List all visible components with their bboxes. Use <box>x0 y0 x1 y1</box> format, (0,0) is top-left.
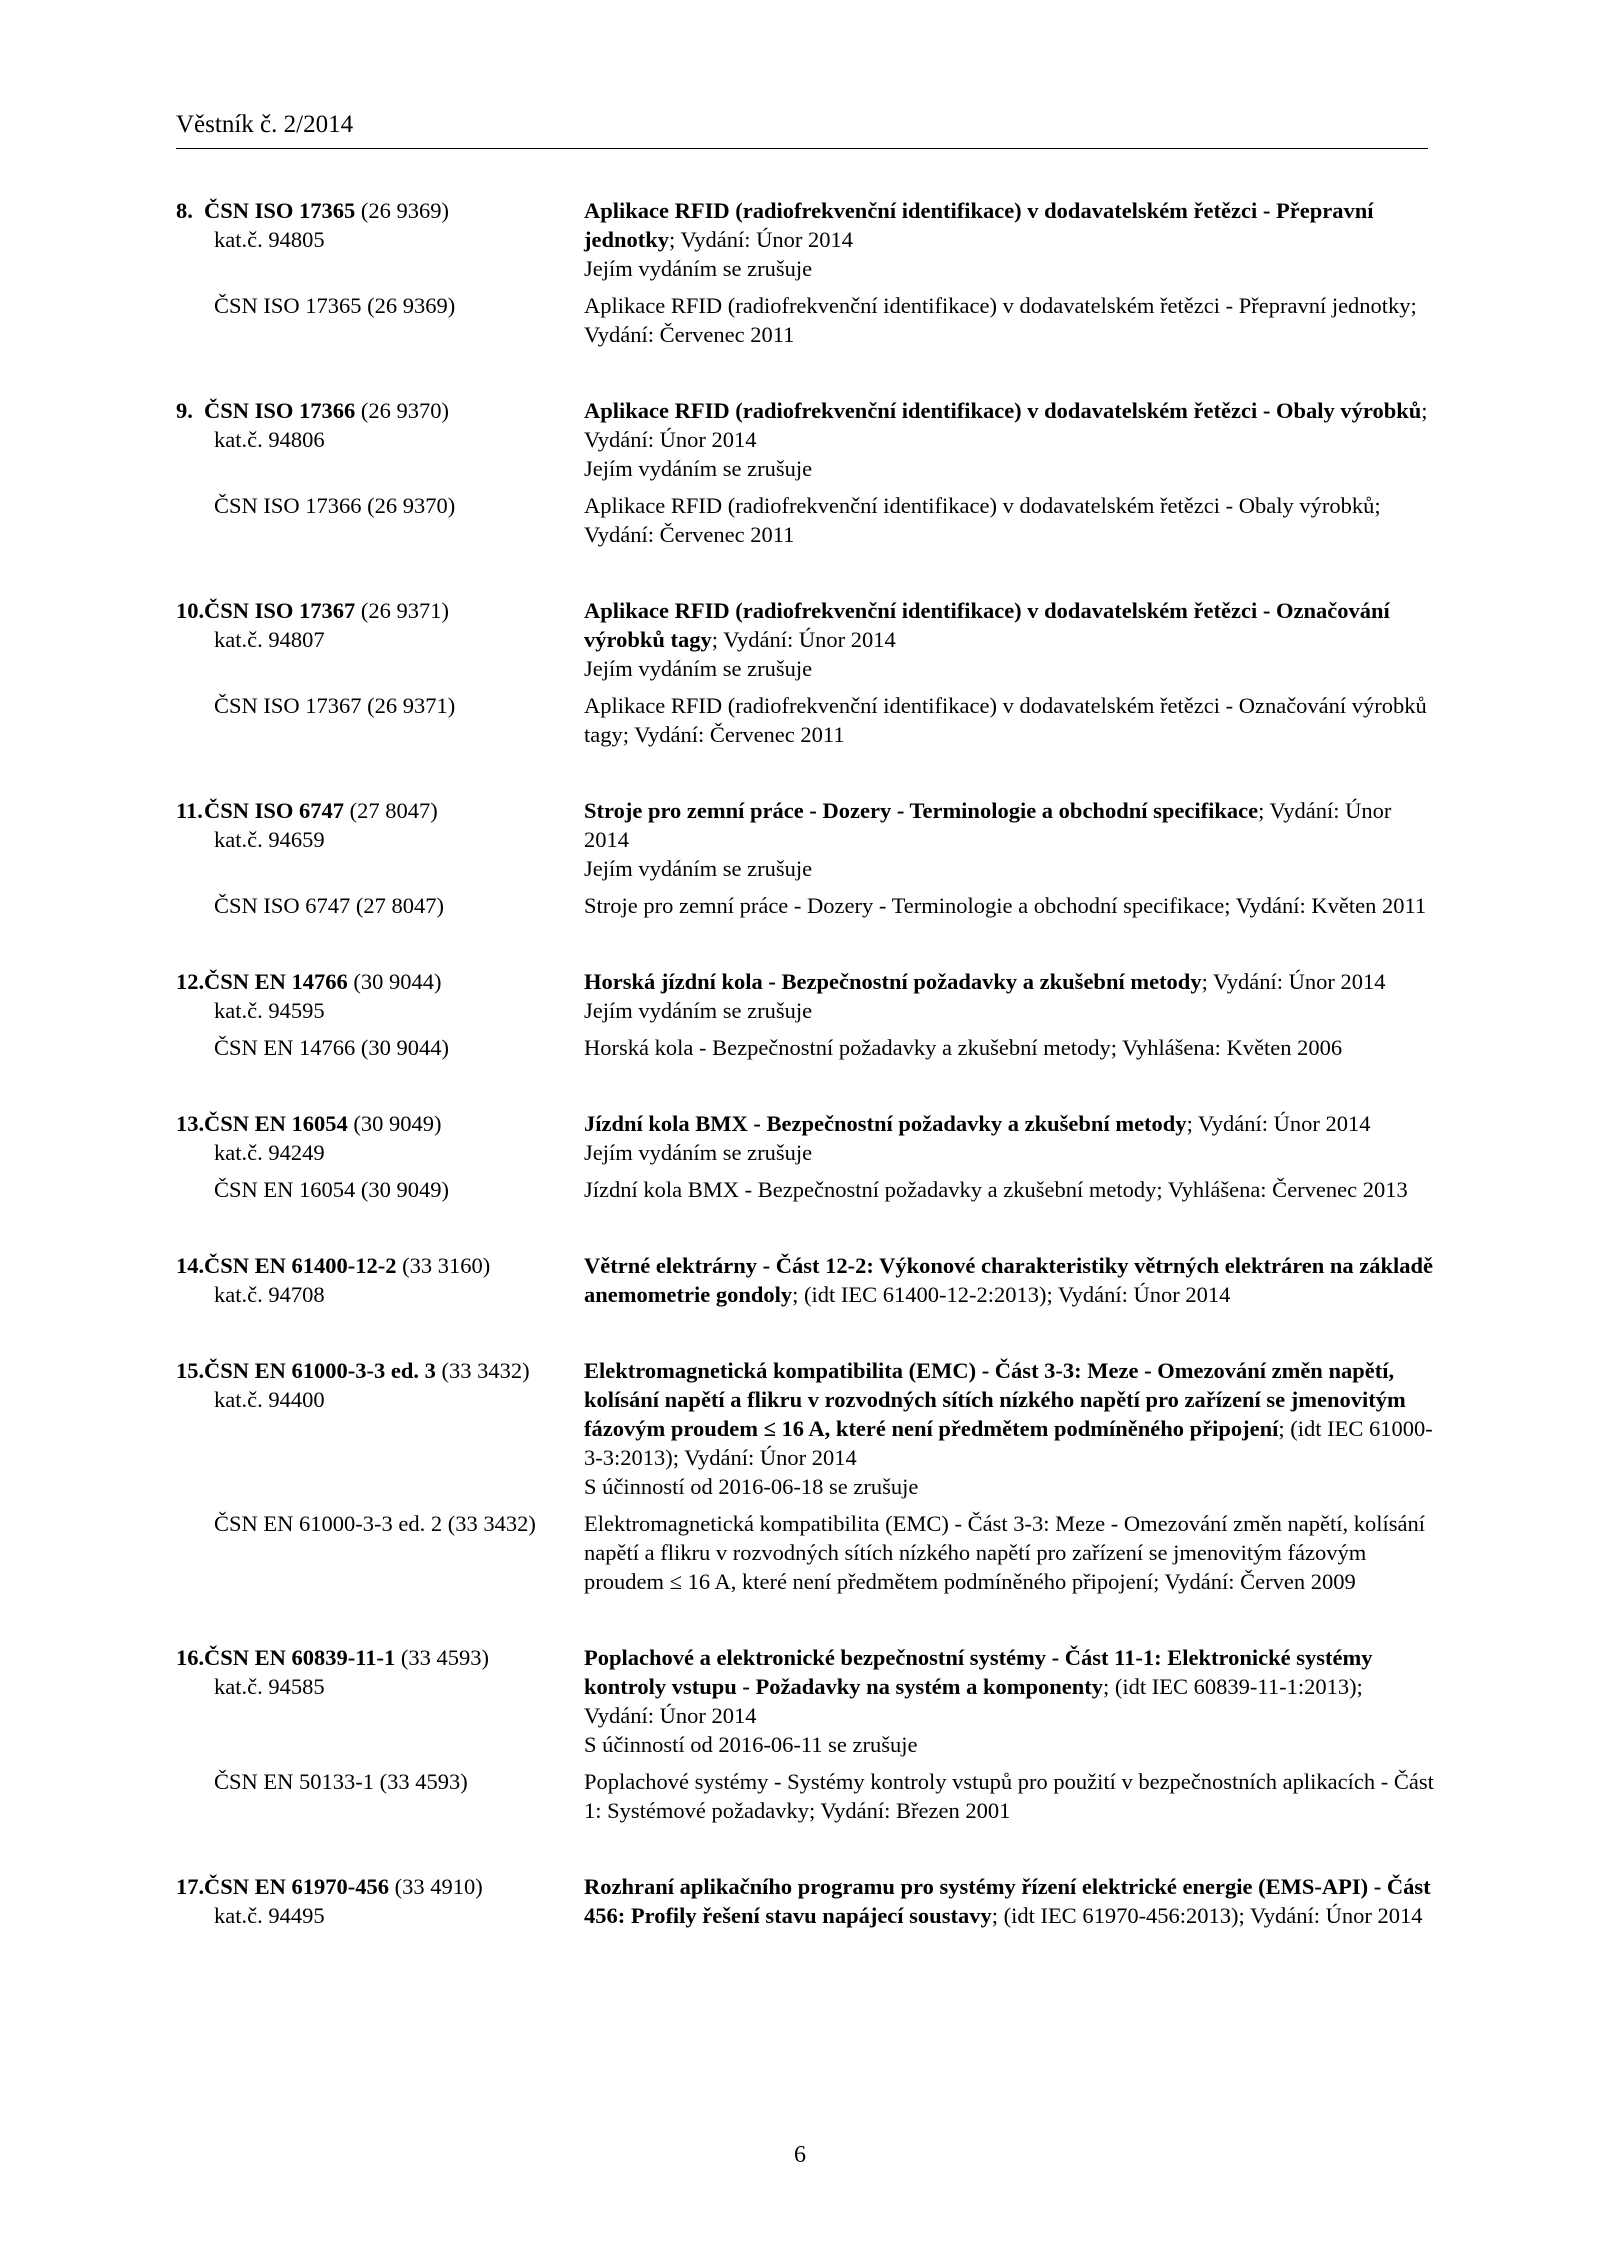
replaced-standard-title: Elektromagnetická kompatibilita (EMC) - Část 3-3: Meze - Omezování změn napětí, kolísání napětí a flikru v rozvodných sítích nízkého napětí pro zařízení se jmenovitým fázovým proudem ≤ 16 A, které není předmětem podmíněného připojení; Vydání: Červen 2009 <box>584 1511 1426 1594</box>
replaced-standard-title: Jízdní kola BMX - Bezpečnostní požadavky a zkušební metody; Vyhlášena: Červenec 2013 <box>584 1177 1408 1202</box>
standard-code: ČSN EN 60839-11-1 <box>204 1645 396 1670</box>
standard-class: (30 9044) <box>347 969 442 994</box>
entry-number: 16. <box>176 1645 205 1670</box>
catalog-number: kat.č. 94595 <box>214 998 325 1023</box>
page-header <box>176 110 1428 149</box>
catalog-number: kat.č. 94805 <box>214 227 325 252</box>
standards-list <box>176 196 1434 1977</box>
standard-entry <box>176 1872 1434 1930</box>
standard-title: Elektromagnetická kompatibilita (EMC) - Část 3-3: Meze - Omezování změn napětí, kolísání napětí a flikru v rozvodných sítích nízkého napětí pro zařízení se jmenovitým fázovým proudem ≤ 16 A, které není předmětem podmíněného připojení <box>584 1358 1406 1441</box>
journal-title: Věstník č. 2/2014 <box>176 111 354 138</box>
replaced-standard-title: Poplachové systémy - Systémy kontroly vstupů pro použití v bezpečnostních aplikacích - Část 1: Systémové požadavky; Vydání: Březen 2001 <box>584 1769 1434 1823</box>
replaced-standard-title: Stroje pro zemní práce - Dozery - Terminologie a obchodní specifikace; Vydání: Květen 2011 <box>584 893 1427 918</box>
standard-issue: ; (idt IEC 61400-12-2:2013); Vydání: Únor 2014 <box>792 1282 1231 1307</box>
standard-issue: ; Vydání: Únor 2014 <box>1201 969 1386 994</box>
standard-entry <box>176 967 1434 1062</box>
replacement-note: Jejím vydáním se zrušuje <box>584 256 813 281</box>
standard-title: Aplikace RFID (radiofrekvenční identifikace) v dodavatelském řetězci - Přepravní jednotky <box>584 198 1374 252</box>
replacement-note: Jejím vydáním se zrušuje <box>584 998 813 1023</box>
entry-number: 17. <box>176 1874 205 1899</box>
entry-number: 10. <box>176 598 205 623</box>
standard-code: ČSN EN 14766 <box>204 969 348 994</box>
standard-code: ČSN ISO 6747 <box>204 798 345 823</box>
replaced-standard-code: ČSN EN 50133-1 (33 4593) <box>214 1769 468 1794</box>
standard-entry <box>176 196 1434 349</box>
standard-title: Aplikace RFID (radiofrekvenční identifikace) v dodavatelském řetězci - Obaly výrobků <box>584 398 1422 423</box>
catalog-number: kat.č. 94495 <box>214 1903 325 1928</box>
standard-entry <box>176 596 1434 749</box>
replacement-note: S účinností od 2016-06-11 se zrušuje <box>584 1732 918 1757</box>
standard-issue: ; (idt IEC 61000-3-3:2013); Vydání: Únor 2014 <box>584 1416 1433 1470</box>
standard-code: ČSN ISO 17366 <box>204 398 356 423</box>
standard-title: Aplikace RFID (radiofrekvenční identifikace) v dodavatelském řetězci - Označování výrobků tagy <box>584 598 1390 652</box>
replaced-standard-code: ČSN EN 14766 (30 9044) <box>214 1035 449 1060</box>
page-number: 6 <box>794 2142 806 2168</box>
replacement-note: S účinností od 2016-06-18 se zrušuje <box>584 1474 919 1499</box>
replaced-standard-title: Horská kola - Bezpečnostní požadavky a zkušební metody; Vyhlášena: Květen 2006 <box>584 1035 1343 1060</box>
standard-class: (27 8047) <box>344 798 438 823</box>
replacement-note: Jejím vydáním se zrušuje <box>584 656 813 681</box>
standard-code: ČSN EN 61400-12-2 <box>204 1253 397 1278</box>
standard-code: ČSN ISO 17367 <box>204 598 356 623</box>
replacement-note: Jejím vydáním se zrušuje <box>584 1140 813 1165</box>
entry-number: 14. <box>176 1253 205 1278</box>
replaced-standard-title: Aplikace RFID (radiofrekvenční identifikace) v dodavatelském řetězci - Označování výrobků tagy; Vydání: Červenec 2011 <box>584 693 1427 747</box>
standard-entry <box>176 796 1434 920</box>
standard-code: ČSN ISO 17365 <box>204 198 356 223</box>
catalog-number: kat.č. 94400 <box>214 1387 325 1412</box>
replaced-standard-title: Aplikace RFID (radiofrekvenční identifikace) v dodavatelském řetězci - Přepravní jednotky; Vydání: Červenec 2011 <box>584 293 1417 347</box>
standard-issue: ; Vydání: Únor 2014 <box>584 798 1392 852</box>
entry-number: 15. <box>176 1358 205 1383</box>
catalog-number: kat.č. 94659 <box>214 827 325 852</box>
standard-class: (33 4910) <box>389 1874 483 1899</box>
standard-entry <box>176 1356 1434 1596</box>
standard-entry <box>176 1251 1434 1309</box>
standard-title: Větrné elektrárny - Část 12-2: Výkonové charakteristiky větrných elektráren na základě anemometrie gondoly <box>584 1253 1434 1307</box>
catalog-number: kat.č. 94807 <box>214 627 325 652</box>
standard-issue: ; (idt IEC 61970-456:2013); Vydání: Únor 2014 <box>991 1903 1423 1928</box>
standard-code: ČSN EN 61000-3-3 ed. 3 <box>204 1358 436 1383</box>
standard-class: (26 9371) <box>355 598 450 623</box>
entry-number: 12. <box>176 969 205 994</box>
catalog-number: kat.č. 94708 <box>214 1282 325 1307</box>
standard-class: (30 9049) <box>347 1111 442 1136</box>
standard-issue: ; Vydání: Únor 2014 <box>711 627 896 652</box>
standard-code: ČSN EN 61970-456 <box>204 1874 390 1899</box>
standard-entry <box>176 1109 1434 1204</box>
catalog-number: kat.č. 94249 <box>214 1140 325 1165</box>
replacement-note: Jejím vydáním se zrušuje <box>584 856 813 881</box>
standard-title: Stroje pro zemní práce - Dozery - Terminologie a obchodní specifikace <box>584 798 1259 823</box>
replaced-standard-code: ČSN EN 61000-3-3 ed. 2 (33 3432) <box>214 1511 536 1536</box>
standard-title: Rozhraní aplikačního programu pro systémy řízení elektrické energie (EMS-API) - Část 456: Profily řešení stavu napájecí soustavy <box>584 1874 1431 1928</box>
standard-issue: ; Vydání: Únor 2014 <box>669 227 853 252</box>
entry-number: 13. <box>176 1111 205 1136</box>
replaced-standard-code: ČSN ISO 6747 (27 8047) <box>214 893 445 918</box>
catalog-number: kat.č. 94585 <box>214 1674 325 1699</box>
standard-title: Jízdní kola BMX - Bezpečnostní požadavky a zkušební metody <box>584 1111 1187 1136</box>
entry-number: 8. <box>176 198 193 223</box>
entry-number: 11. <box>176 798 203 823</box>
catalog-number: kat.č. 94806 <box>214 427 325 452</box>
standard-issue: ; (idt IEC 60839-11-1:2013); Vydání: Únor 2014 <box>584 1674 1363 1728</box>
replaced-standard-code: ČSN ISO 17367 (26 9371) <box>214 693 456 718</box>
replaced-standard-code: ČSN ISO 17366 (26 9370) <box>214 493 456 518</box>
standard-title: Horská jízdní kola - Bezpečnostní požadavky a zkušební metody <box>584 969 1202 994</box>
standard-entry <box>176 1643 1434 1825</box>
standard-class: (26 9370) <box>355 398 450 423</box>
replaced-standard-title: Aplikace RFID (radiofrekvenční identifikace) v dodavatelském řetězci - Obaly výrobků; Vydání: Červenec 2011 <box>584 493 1381 547</box>
standard-class: (33 3160) <box>396 1253 491 1278</box>
standard-entry <box>176 396 1434 549</box>
standard-class: (33 3432) <box>435 1358 530 1383</box>
standard-issue: ; Vydání: Únor 2014 <box>584 398 1428 452</box>
standard-class: (33 4593) <box>395 1645 490 1670</box>
standard-title: Poplachové a elektronické bezpečnostní systémy - Část 11-1: Elektronické systémy kontroly vstupu - Požadavky na systém a komponenty <box>584 1645 1373 1699</box>
entry-number: 9. <box>176 398 193 423</box>
replaced-standard-code: ČSN EN 16054 (30 9049) <box>214 1177 449 1202</box>
replacement-note: Jejím vydáním se zrušuje <box>584 456 813 481</box>
standard-class: (26 9369) <box>355 198 450 223</box>
replaced-standard-code: ČSN ISO 17365 (26 9369) <box>214 293 456 318</box>
standard-issue: ; Vydání: Únor 2014 <box>1186 1111 1371 1136</box>
standard-code: ČSN EN 16054 <box>204 1111 348 1136</box>
